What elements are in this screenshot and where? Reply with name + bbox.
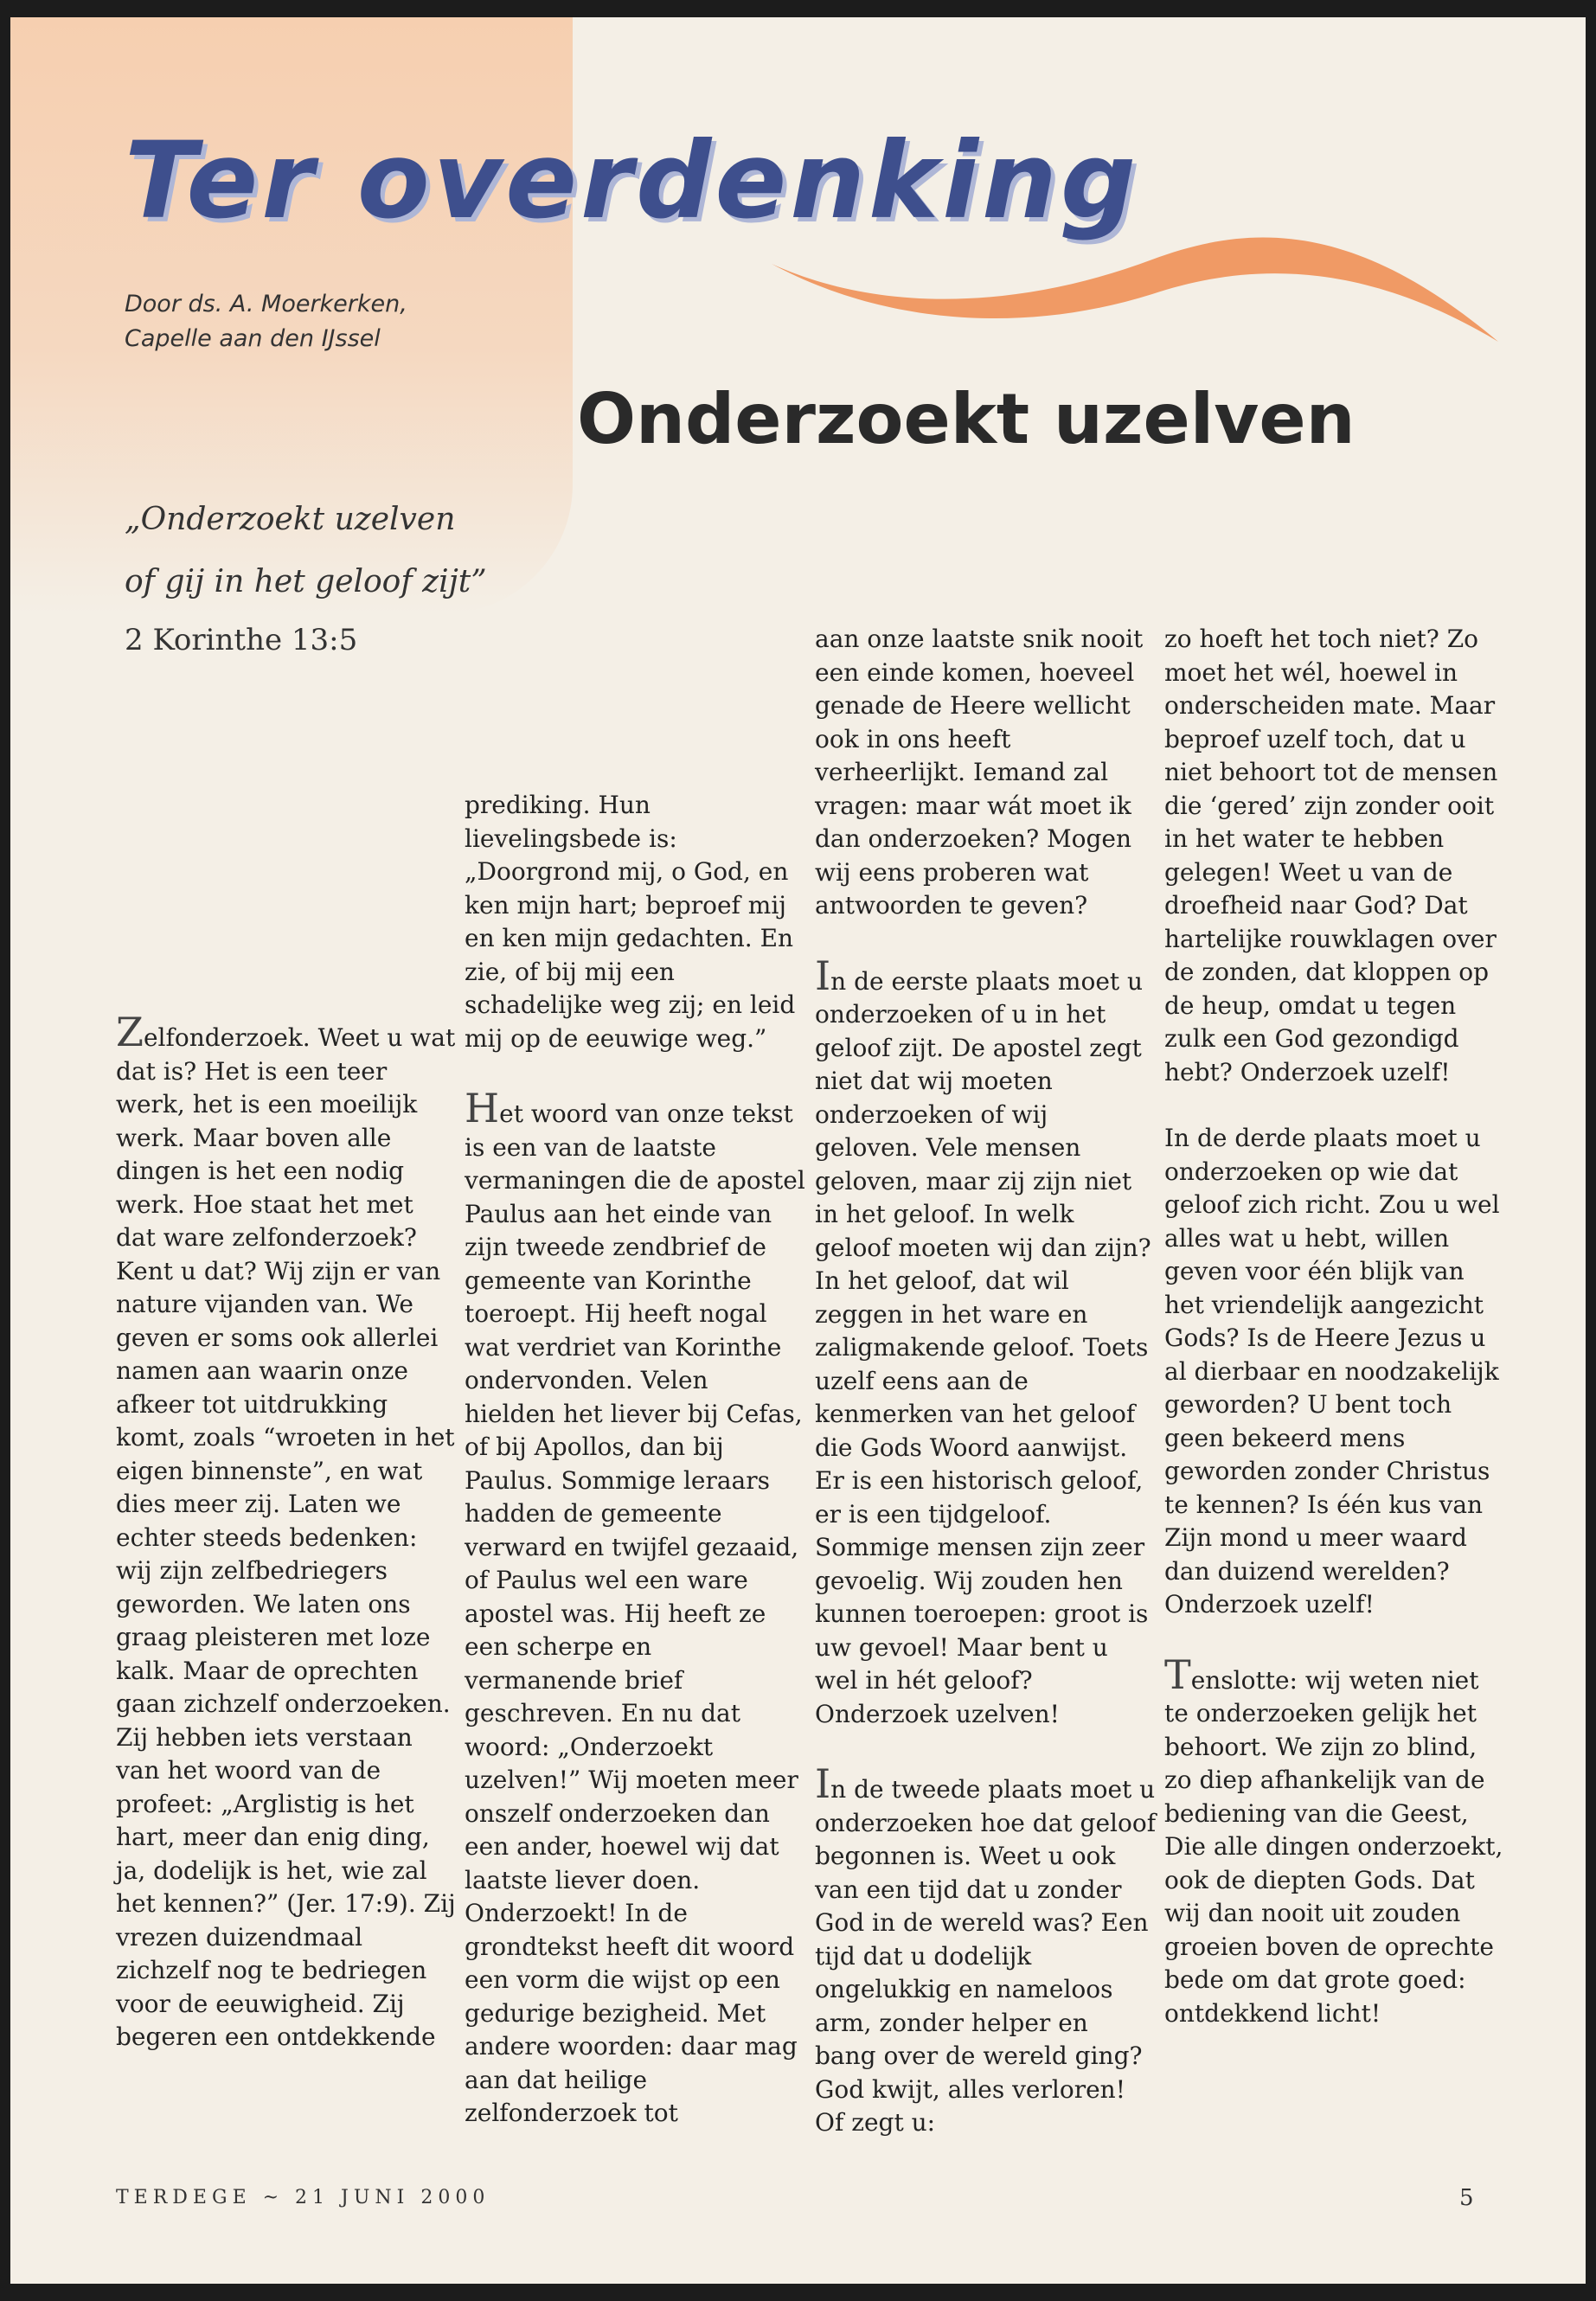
paragraph (815, 1760, 1157, 2140)
author-byline (125, 287, 407, 356)
drop-cap: T (1164, 1650, 1191, 1698)
paragraph (815, 952, 1157, 1732)
article-headline: Onderzoekt uzelven (577, 379, 1356, 459)
paragraph (465, 789, 806, 1055)
section-kicker: Ter overdenking (125, 119, 1140, 242)
byline-author: Door ds. A. Moerkerken, (125, 291, 407, 317)
paragraph-text: n de tweede plaats moet u onderzoeken hoe dat geloof begonnen is. Weet u ook van een tijd dat u zonder God in de wereld was? Een tijd dat u dodelijk ongelukkig en nameloos arm, zonder helper en bang over de wereld ging? God kwijt, alles verloren! Of zegt u: (815, 1775, 1157, 2137)
paragraph (1164, 1122, 1506, 1622)
paragraph-text: et woord van onze tekst is een van de laatste vermaningen die de apostel Paulus aan het einde van zijn tweede zendbrief de gemeente van Korinthe toeroept. Hij heeft nogal wat verdriet van Korinthe ondervonden. Velen hielden het liever bij Cefas, of bij Apollos, dan bij Paulus. Sommige leraars hadden de gemeente verward en twijfel gezaaid, of Paulus wel een ware apostel was. Hij heeft ze een scherpe en vermanende brief geschreven. En nu dat woord: „Onderzoekt uzelven!” Wij moeten meer onszelf onderzoeken dan een ander, hoewel wij dat laatste liever doen. Onderzoekt! In de grondtekst heeft dit woord een vorm die wijst op een gedurige bezigheid. Met andere woorden: daar mag aan dat heilige zelfonderzoek tot (465, 1099, 805, 2127)
paragraph (815, 623, 1157, 923)
text-column-2 (465, 789, 806, 2131)
text-column-3 (815, 623, 1157, 2140)
byline-location: Capelle aan den IJssel (125, 325, 381, 352)
paragraph (116, 1009, 458, 2054)
paragraph (1164, 1650, 1506, 2031)
paragraph-text: zo hoeft het toch niet? Zo moet het wél, hoewel in onderscheiden mate. Maar beproef uzelf toch, dat u niet behoort tot de mensen die ‘gered’ zijn zonder ooit in het water te hebben gelegen! Weet u van de droefheid naar God? Dat hartelijke rouwklagen over de zonden, dat kloppen op de heup, omdat u tegen zulk een God gezondigd hebt? Onderzoek uzelf! (1164, 625, 1498, 1086)
drop-cap: I (815, 1760, 831, 1807)
paragraph-text: aan onze laatste snik nooit een einde komen, hoeveel genade de Heere wellicht ook in ons heeft verheerlijkt. Iemand zal vragen: maar wát moet ik dan onderzoeken? Mogen wij eens proberen wat antwoorden te geven? (815, 625, 1144, 920)
footer-page-number: 5 (1459, 2185, 1474, 2211)
paragraph-text: prediking. Hun lievelingsbede is: „Doorgrond mij, o God, en ken mijn hart; beproef mij en ken mijn gedachten. En zie, of bij mij een schadelijke weg zij; en leid mij op de eeuwige weg.” (465, 791, 796, 1053)
scripture-reference: 2 Korinthe 13:5 (125, 623, 358, 657)
drop-cap: I (815, 952, 831, 999)
paragraph-text: enslotte: wij weten niet te onderzoeken gelijk het behoort. We zijn zo blind, zo diep afhankelijk van de bediening van die Geest, Die alle dingen onderzoekt, ook de diepten Gods. Dat wij dan nooit uit zouden groeien boven de oprechte bede om dat grote goed: ontdekkend licht! (1164, 1665, 1503, 2028)
scripture-quote-line-1: „Onderzoekt uzelven (125, 502, 456, 537)
paragraph-text: In de derde plaats moet u onderzoeken op wie dat geloof zich richt. Zou u wel alles wat u hebt, willen geven voor één blijk van het vriendelijk aangezicht Gods? Is de Heere Jezus u al dierbaar en noodzakelijk geworden? U bent toch geen bekeerd mens geworden zonder Christus te kennen? Is één kus van Zijn mond u meer waard dan duizend werelden? Onderzoek uzelf! (1164, 1124, 1500, 1618)
paragraph-text: elfonderzoek. Weet u wat dat is? Het is een teer werk, het is een moeilijk werk. Maar boven alle dingen is het een nodig werk. Hoe staat het met dat ware zelfonderzoek? Kent u dat? Wij zijn er van nature vijanden van. We geven er soms ook allerlei namen aan waarin onze afkeer tot uitdrukking komt, zoals “wroeten in het eigen binnenste”, en wat dies meer zij. Laten we echter steeds bedenken: wij zijn zelfbedriegers geworden. We laten ons graag pleisteren met loze kalk. Maar de oprechten gaan zichzelf onderzoeken. Zij hebben iets verstaan van het woord van de profeet: „Arglistig is het hart, meer dan enig ding, ja, dodelijk is het, wie zal het kennen?” (Jer. 17:9). Zij vrezen duizendmaal zichzelf nog te bedriegen voor de eeuwigheid. Zij begeren een ontdekkende (116, 1023, 456, 2051)
paragraph (465, 1085, 806, 2131)
paragraph (1164, 623, 1506, 1089)
text-column-4 (1164, 623, 1506, 2030)
text-column-1 (116, 1009, 458, 2054)
paragraph-text: n de eerste plaats moet u onderzoeken of u in het geloof zijt. De apostel zegt niet dat wij moeten onderzoeken of wij geloven. Vele mensen geloven, maar zij zijn niet in het geloof. In welk geloof moeten wij dan zijn? In het geloof, dat wil zeggen in het ware en zaligmakende geloof. Toets uzelf eens aan de kenmerken van het geloof die Gods Woord aanwijst. Er is een historisch geloof, er is een tijdgeloof. Sommige mensen zijn zeer gevoelig. Wij zouden hen kunnen toeroepen: groot is uw gevoel! Maar bent u wel in hét geloof? Onderzoek uzelven! (815, 966, 1151, 1728)
drop-cap: Z (116, 1009, 144, 1055)
drop-cap: H (465, 1085, 500, 1131)
scripture-quote-line-2: of gij in het geloof zijt” (125, 564, 487, 599)
footer-publication: TERDEGE ~ 21 JUNI 2000 (116, 2187, 490, 2208)
magazine-page (10, 17, 1586, 2284)
